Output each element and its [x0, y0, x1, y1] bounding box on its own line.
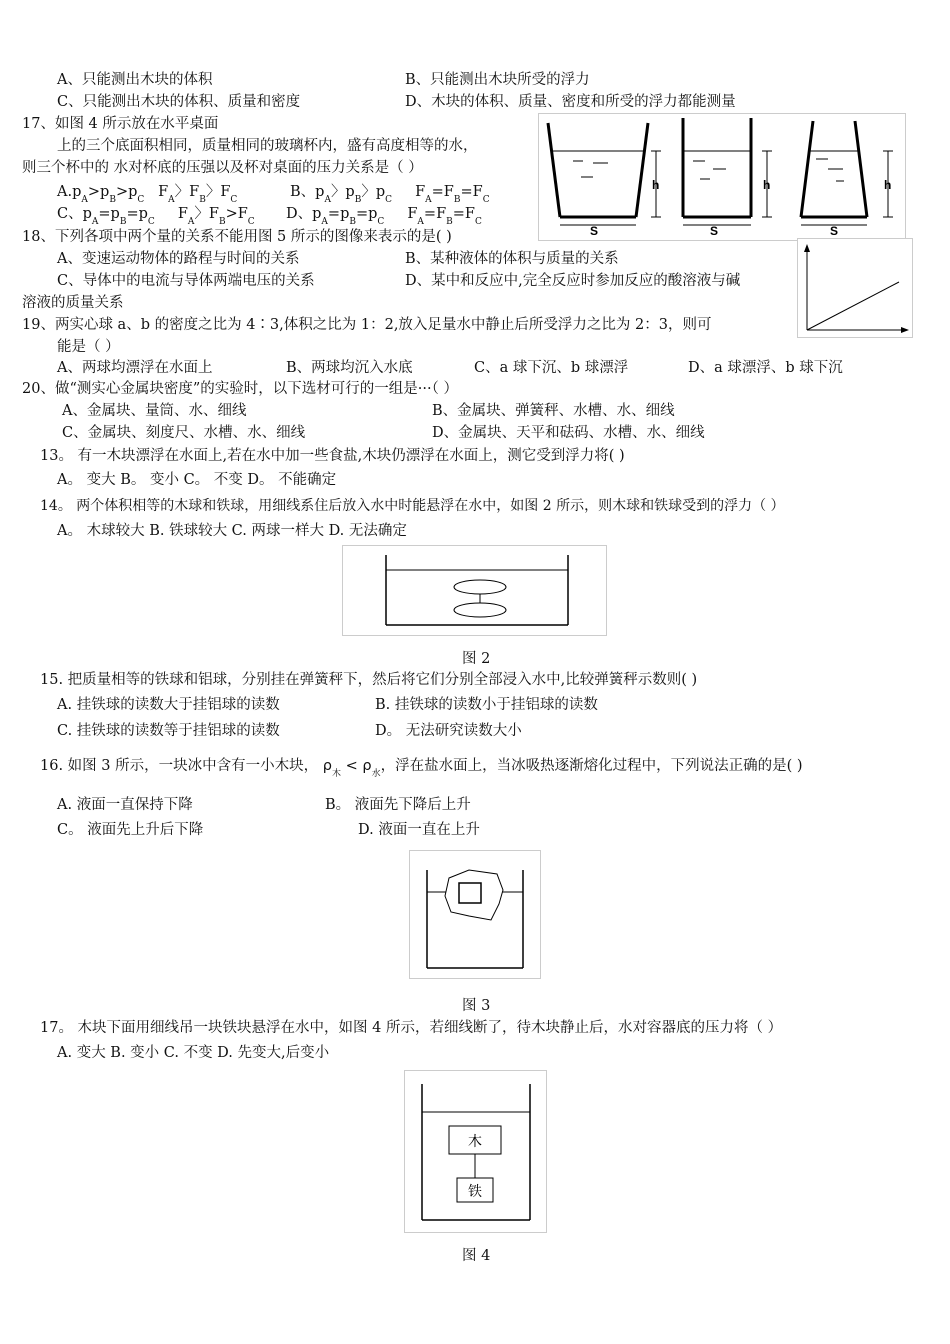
cup3-h-label: h: [884, 178, 892, 192]
rho-subscript-water: 水: [371, 769, 381, 779]
q17-option-a: $A.p_A>p_B>p_C$ $F_A$〉$F_B$〉$F_C$: [57, 184, 238, 205]
q15-option-d: D。 无法研究读数大小: [375, 723, 522, 739]
three-cups-figure: [538, 113, 906, 241]
iron-label: 铁: [468, 1184, 482, 1200]
figure-2: [342, 545, 607, 636]
q15-option-a: A. 挂铁球的读数大于挂铝球的读数: [57, 697, 280, 713]
option-b: B、只能测出木块所受的浮力: [405, 72, 590, 88]
option-c: C、只能测出木块的体积、质量和密度: [57, 94, 301, 110]
cup2-h-label: h: [763, 178, 771, 192]
linear-graph-figure: [797, 238, 913, 338]
q15-option-b: B. 挂铁球的读数小于挂铝球的读数: [375, 697, 598, 713]
cup2-s-label: S: [710, 224, 719, 238]
q19-option-b: B、两球均沉入水底: [286, 360, 413, 376]
q19-option-c: C、a 球下沉、b 球漂浮: [474, 360, 629, 376]
q20-option-d: D、金属块、天平和砝码、水槽、水、细线: [432, 425, 705, 441]
q17-stem-line1: 17、如图 4 所示放在水平桌面: [22, 116, 219, 132]
option-d: D、木块的体积、质量、密度和所受的浮力都能测量: [405, 94, 736, 110]
figure-4-caption: 图 4: [462, 1248, 491, 1264]
q16-stem: [40, 756, 803, 778]
q18-option-b: B、某种液体的体积与质量的关系: [405, 251, 619, 267]
q20-option-c: C、金属块、刻度尺、水槽、水、细线: [62, 425, 306, 441]
q19-stem: 19、两实心球 a、b 的密度之比为 4∶3,体积之比为 1：2,放入足量水中静止后所受浮力之比为 2：3，则可: [22, 317, 712, 333]
figure-3: [409, 850, 541, 979]
cup3-s-label: S: [830, 224, 839, 238]
cup1-s-label: S: [590, 224, 599, 238]
q17b-stem: 17。 木块下面用细线吊一块铁块悬浮在水中，如图 4 所示，若细线断了，待木块静止后，水对容器底的压力将（ ）: [40, 1020, 783, 1036]
q17-stem-line2: 上的三个底面积相同，质量相同的玻璃杯内，盛有高度相等的水，: [57, 138, 478, 154]
wood-label: 木: [468, 1134, 482, 1150]
q16-option-c: C。 液面先上升后下降: [57, 822, 204, 838]
q17b-options: A. 变大 B. 变小 C. 不变 D. 先变大,后变小: [57, 1045, 330, 1061]
figure-4: [404, 1070, 547, 1233]
q20-option-b: B、金属块、弹簧秤、水槽、水、细线: [432, 403, 675, 419]
q17-option-b: B、$p_A$〉$p_B$〉$p_C$ $F_A=F_B=F_C$: [290, 184, 490, 205]
q19-option-d: D、a 球漂浮、b 球下沉: [688, 360, 843, 376]
q20-option-a: A、金属块、量筒、水、细线: [62, 403, 247, 419]
rho-subscript-wood: 木: [331, 769, 341, 779]
q16-option-a: A. 液面一直保持下降: [57, 797, 193, 813]
q18-option-d-cont: 溶液的质量关系: [22, 295, 124, 311]
q14-stem: 14。 两个体积相等的木球和铁球，用细线系住后放入水中时能悬浮在水中，如图 2 所示，则木球和铁球受到的浮力（ ）: [40, 498, 785, 514]
rho-symbol-2: ρ: [362, 758, 372, 774]
q13-options: A。 变大 B。 变小 C。 不变 D。 不能确定: [57, 472, 337, 488]
figure-3-caption: 图 3: [462, 998, 491, 1014]
q18-stem: 18、下列各项中两个量的关系不能用图 5 所示的图像来表示的是( ): [22, 229, 452, 245]
q19-option-a: A、两球均漂浮在水面上: [57, 360, 213, 376]
q17-stem-line3: 则三个杯中的 水对杯底的压强以及杯对桌面的压力关系是（ ）: [22, 160, 423, 176]
q13-stem: 13。 有一木块漂浮在水面上,若在水中加一些食盐,木块仍漂浮在水面上，测它受到浮力将( ): [40, 448, 625, 464]
q16-option-b: B。 液面先下降后上升: [325, 797, 471, 813]
q18-option-a: A、变速运动物体的路程与时间的关系: [57, 251, 300, 267]
q16-stem-post: ，浮在盐水面上，当冰吸热逐渐熔化过程中，下列说法正确的是( ): [380, 758, 803, 774]
q14-options: A。 木球较大 B. 铁球较大 C. 两球一样大 D. 无法确定: [57, 523, 407, 539]
q18-option-c: C、导体中的电流与导体两端电压的关系: [57, 273, 315, 289]
q16-option-d: D. 液面一直在上升: [358, 822, 480, 838]
q16-stem-pre: 16. 如图 3 所示，一块冰中含有一小木块，: [40, 758, 319, 774]
rho-symbol: ρ: [322, 758, 332, 774]
q17-option-d: D、$p_A=p_B=p_C$ $F_A=F_B=F_C$: [286, 206, 482, 227]
option-a: A、只能测出木块的体积: [57, 72, 213, 88]
q18-option-d: D、某中和反应中,完全反应时参加反应的酸溶液与碱: [405, 273, 741, 289]
q15-option-c: C. 挂铁球的读数等于挂铝球的读数: [57, 723, 280, 739]
q20-stem: 20、做“测实心金属块密度”的实验时，以下选材可行的一组是···（ ）: [22, 381, 458, 397]
less-than-symbol: <: [345, 758, 358, 774]
q15-stem: 15. 把质量相等的铁球和铝球，分别挂在弹簧秤下，然后将它们分别全部浸入水中,比较弹簧秤示数则( ): [40, 672, 698, 688]
q19-stem-cont: 能是（ ）: [57, 339, 120, 355]
figure-2-caption: 图 2: [462, 651, 491, 667]
q17-option-c: C、$p_A=p_B=p_C$ $F_A$〉$F_B>F_C$: [57, 206, 255, 227]
cup1-h-label: h: [652, 178, 660, 192]
